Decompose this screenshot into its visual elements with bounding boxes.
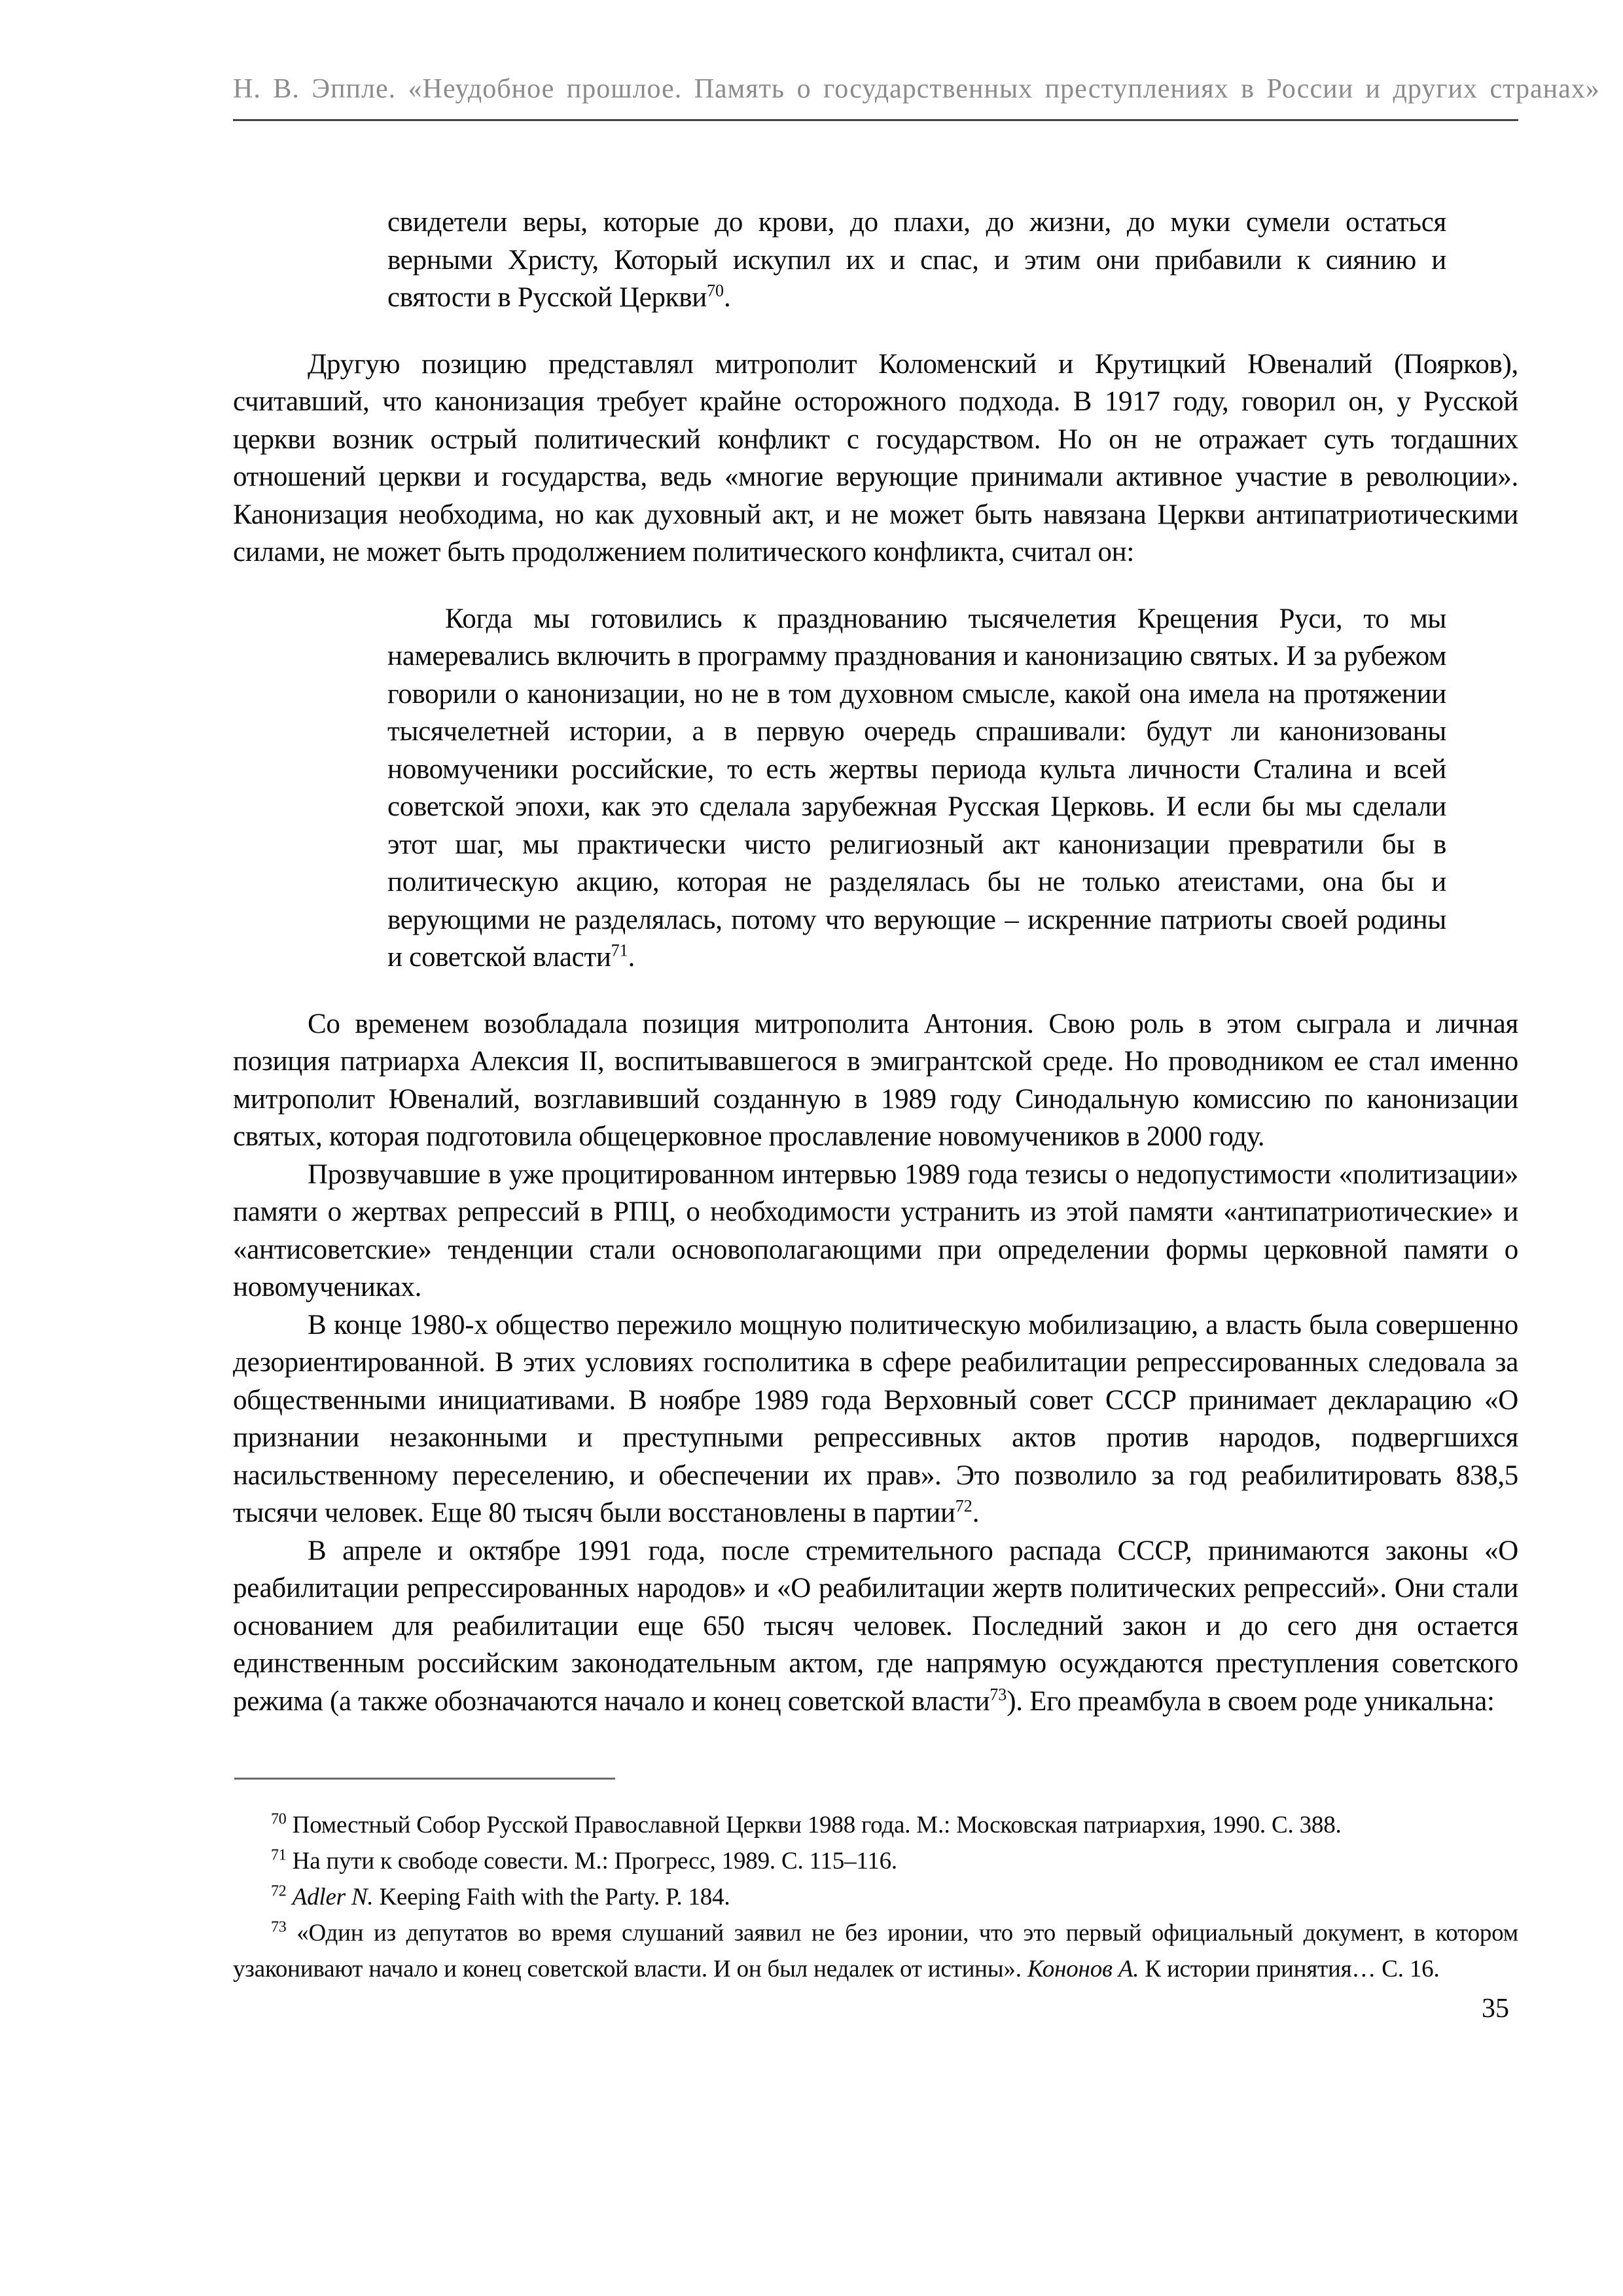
- footnote-72: [233, 1879, 1518, 1915]
- footnote-73-number: 73: [271, 1918, 287, 1936]
- running-header-title: Н. В. Эппле. «Неудобное прошлое. Память о государственных преступлениях в России и других странах»: [233, 74, 1600, 104]
- footnote-ref-70: 70: [707, 281, 724, 300]
- footnote-73-tail: К истории принятия… С. 16.: [1139, 1956, 1440, 1982]
- footnote-area: [233, 1778, 1518, 2025]
- paragraph-yuvenaly: Другую позицию представлял митрополит Коломенский и Крутицкий Ювеналий (Поярков), считавший, что канонизация требует крайне осторожного подхода. В 1917 году, говорил он, у Русской церкви возник острый политический конфликт с государством. Но он не отражает суть тогдашних отношений церкви и государства, ведь «многие верующие принимали активное участие в революции». Канонизация необходима, но как духовный акт, и не может быть навязана Церкви антипатриотическими силами, не может быть продолжением политического конфликта, считал он:: [233, 348, 1518, 567]
- page-header: [233, 73, 1600, 121]
- footnote-separator-rule: [234, 1778, 615, 1780]
- footnote-72-number: 72: [271, 1882, 287, 1900]
- paragraph-1980s-tail: .: [972, 1498, 980, 1528]
- footnote-ref-73: 73: [990, 1685, 1007, 1704]
- paragraph-1991-tail: ). Его преамбула в своем роде уникальна:: [1007, 1685, 1495, 1717]
- footnote-73: [233, 1915, 1518, 1987]
- paragraph-1991: [233, 1532, 1518, 1721]
- footnote-73-author: Кононов А.: [1027, 1956, 1139, 1982]
- paragraph-1991-text: В апреле и октябре 1991 года, после стремительного распада СССР, принимаются законы «О реабилитации репрессированных народов» и «О реабилитации жертв политических репрессий». Они стали основанием для реабилитации еще 650 тысяч человек. Последний закон и до сего дня остается единственным российским законодательным актом, где напрямую осуждаются преступления советского режима (а также обозначаются начало и конец советской власти: [233, 1535, 1518, 1717]
- footnote-ref-71: 71: [611, 941, 628, 960]
- footnote-72-author: Adler N.: [292, 1884, 374, 1910]
- paragraph-antony: Со временем возобладала позиция митрополита Антония. Свою роль в этом сыграла и личная позиция патриарха Алексия II, воспитывавшегося в эмигрантской среде. Но проводником ее стал именно митрополит Ювеналий, возглавивший созданную в 1989 году Синодальную комиссию по канонизации святых, которая подготовила общецерковное прославление новомучеников в 2000 году.: [233, 1008, 1518, 1152]
- quote-millennium-tail: .: [628, 942, 635, 973]
- header-rule: [233, 119, 1518, 121]
- footnote-70-text: Поместный Собор Русской Православной Церкви 1988 года. М.: Московская патриархия, 1990. С. 388.: [292, 1812, 1342, 1839]
- quote-witnesses-tail: .: [724, 282, 731, 313]
- footnote-73-text: «Один из депутатов во время слушаний заявил не без иронии, что это первый официальный документ, в котором узаконивают начало и конец советской власти. И он был недалек от истины».: [233, 1920, 1518, 1982]
- paragraph-theses: Прозвучавшие в уже процитированном интервью 1989 года тезисы о недопустимости «политизации» памяти о жертвах репрессий в РПЦ, о необходимости устранить из этой памяти «антипатриотические» и «антисоветские» тенденции стали основополагающими при определении формы церковной памяти о новомучениках.: [233, 1158, 1518, 1302]
- footnote-71-number: 71: [271, 1846, 287, 1864]
- footnote-70: [233, 1807, 1518, 1843]
- footnote-71-text: На пути к свободе совести. М.: Прогресс, 1989. С. 115–116.: [292, 1848, 897, 1874]
- paragraph-1980s-text: В конце 1980-х общество пережило мощную политическую мобилизацию, а власть была совершенно дезориентированной. В этих условиях госполитика в сфере реабилитации репрессированных следовала за общественными инициативами. В ноябре 1989 года Верховный совет СССР принимает декларацию «О признании незаконными и преступными репрессивных актов против народов, подвергшихся насильственному переселению, и обеспечении их прав». Это позволило за год реабилитировать 838,5 тысячи человек. Еще 80 тысяч были восстановлены в партии: [233, 1309, 1518, 1528]
- quote-millennium: [387, 600, 1446, 977]
- quote-witnesses-text: свидетели веры, которые до крови, до плахи, до жизни, до муки сумели остаться верными Христу, Который искупил их и спас, и этим они прибавили к сиянию и святости в Русской Церкви: [387, 207, 1446, 313]
- footnote-71: [233, 1843, 1518, 1879]
- footnote-ref-72: 72: [955, 1496, 972, 1516]
- paragraph-1980s: [233, 1306, 1518, 1532]
- quote-witnesses: [387, 204, 1446, 317]
- page-body: [233, 204, 1518, 1720]
- footnote-72-text: Keeping Faith with the Party. P. 184.: [373, 1884, 730, 1910]
- page-number: 35: [1482, 1994, 1509, 2024]
- quote-millennium-text: Когда мы готовились к празднованию тысячелетия Крещения Руси, то мы намеревались включить в программу празднования и канонизацию святых. И за рубежом говорили о канонизации, но не в том духовном смысле, какой она имела на протяжении тысячелетней истории, а в первую очередь спрашивали: будут ли канонизованы новомученики российские, то есть жертвы периода культа личности Сталина и всей советской эпохи, как это сделала зарубежная Русская Церковь. И если бы мы сделали этот шаг, мы практически чисто религиозный акт канонизации превратили бы в политическую акцию, которая не разделялась бы не только атеистами, она бы и верующими не разделялась, потому что верующие – искренние патриоты своей родины и советской власти: [387, 603, 1446, 973]
- footnote-70-number: 70: [271, 1810, 287, 1828]
